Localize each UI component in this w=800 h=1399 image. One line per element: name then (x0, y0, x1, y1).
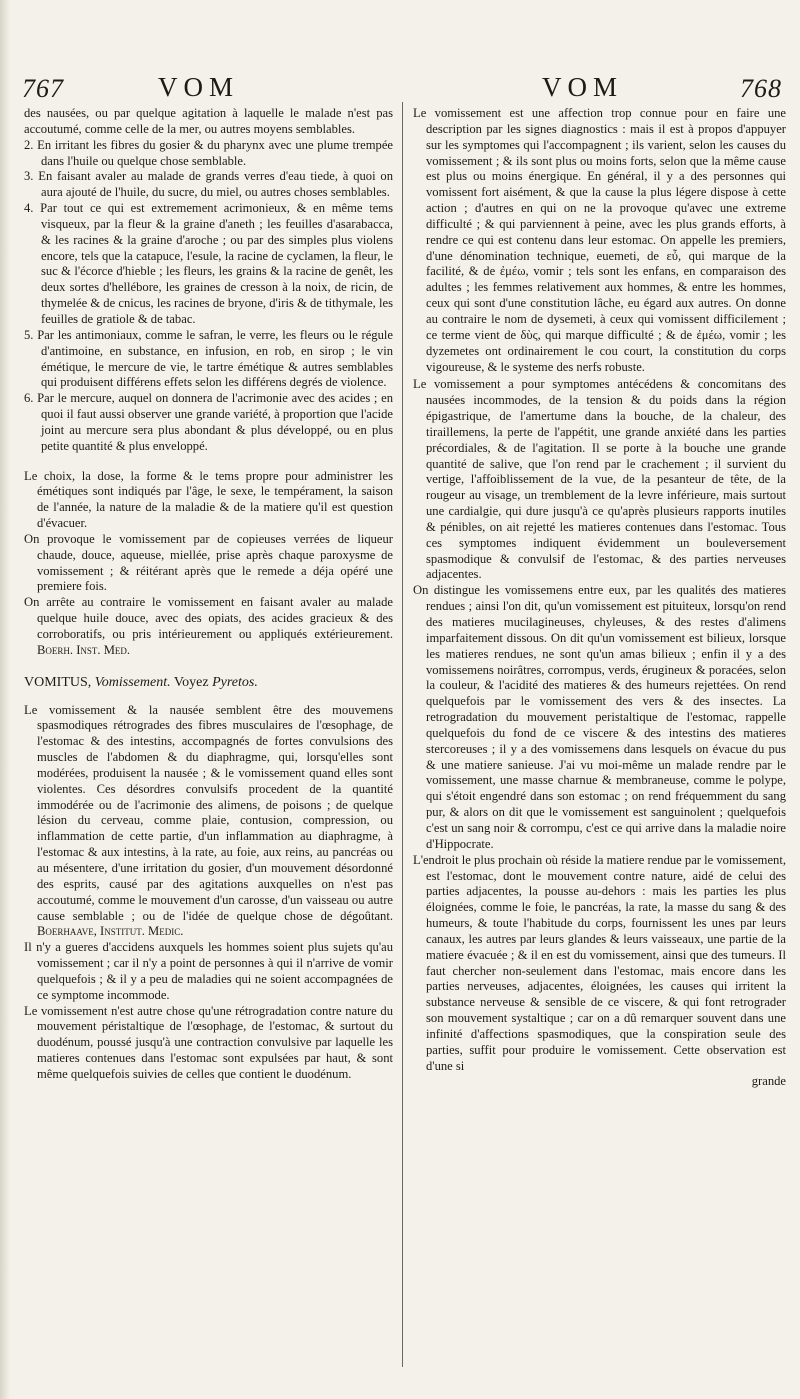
header-word-right: VOM (542, 72, 624, 102)
paragraph-definition-text: Le vomissement & la nausée semblent être des mouvemens spasmodiques rétrogrades des fibres musculaires de l'œsophage, de l'estomac & des intestins, accompagnés de fortes convulsions des muscles de l'abdomen & du diaphragme, qui, lorsqu'elles sont modérées, produisent la nausée ; & le vomissement quand elles sont violentes. Ces désordres convulsifs procedent de la quantité immodérée ou de l'acrimonie des alimens, de poisons ; de quelque lésion du cerveau, comme plaie, contusion, compression, ou inflammation de cette partie, d'un inflammation au diaphragme, à l'estomac & aux intestins, à la rate, au foie, aux reins, au pancréas ou au mésentere, d'une irritation du gosier, d'un mouvement désordonné des esprits, causé par des agitations auxquelles on n'est pas accoutumé, comme le mouvement d'un carosse, d'un vaisseau ou autre cause semblable ; ou de l'idée de quelque chose de dégoûtant. (24, 702, 393, 923)
paragraph-arrete (24, 595, 393, 658)
catchword: grande (751, 1074, 786, 1089)
paragraph-symptoms: Le vomissement a pour symptomes antécédens & concomitans des nausées incommodes, de la tension & du poids dans la région épigastrique, de l'amertume dans la bouche, de la chaleur, des tiraillemens, la perte de l'appétit, une grande anxiété dans les parties précordiales, & de l'agitation. Il se porte à la bouche une grande quantité de salive, que l'on rend par le crachement ; il survient du vertige, l'affoiblissement de la vue, de la pesanteur de tête, de la rougeur au visage, un tremblement de la levre inférieure, mais surtout une cardialgie, qui dure jusqu'à ce qu'après plusieurs rapports inutiles & pénibles, on ait rejetté les matieres contenues dans l'estomac. Tous ces symptomes indiquent évidemment un bouleversement spasmodique & convulsif de l'estomac, & des parties nerveuses adjacentes. (413, 377, 786, 582)
list-item-6: 6. Par le mercure, auquel on donnera de l'acrimonie avec des acides ; en quoi il faut aussi observer une grande variété, à proportion que l'acide joint au mercure sera plus abondant & plus développé, ou en plus petite quantité & plus enveloppé. (24, 391, 393, 453)
list-item-5: 5. Par les antimoniaux, comme le safran, le verre, les fleurs ou le régule d'antimoine, en substance, en infusion, en rob, en sirop ; le vin émétique, le mercure de vie, le tartre émétique & autres semblables qui produisent différens effets selon les différens degrés de violence. (24, 327, 393, 390)
entry-see-label: Voyez (173, 674, 209, 690)
entry-translation: Vomissement. (94, 674, 171, 690)
page-number-left: 767 (22, 74, 64, 103)
citation-boerhaave-inst: Boerh. Inst. Med. (37, 642, 131, 657)
paragraph-seat: L'endroit le plus prochain où réside la matiere rendue par le vomissement, est l'estomac, dont le mouvement contre nature, aidé de celui des parties adjacentes, la pousse au-dehors : mais les parties les plus éloignées, comme le foie, le pancréas, la rate, la masse du sang & des humeurs, & toute l'habitude du corps, fournissent les unes par leurs canaux, les autres par leurs glandes & leurs vaisseaux, une partie de la matiere évacuée ; & il en est du vomissement, ainsi que des tumeurs. Il faut chercher non-seulement dans l'estomac, mais encore dans les parties nerveuses, adjacentes, éloignées, les causes qui irritent la substance nerveuse & sensible de ce viscere, & qui font retrograder son mouvement systaltique ; car on a dû remarquer souvent dans une infinité d'affections spasmodiques, que la conspiration seule des parties, suffit pour produire le vomissement. Cette observation est d'une si (413, 852, 786, 1073)
list-item-3: 3. En faisant avaler au malade de grands verres d'eau tiede, à quoi on aura ajouté de l'huile, du sucre, du miel, ou autres choses semblables. (24, 169, 393, 200)
running-header (22, 70, 782, 104)
column-divider (402, 102, 403, 1367)
paragraph-symptoms-intro: Le vomissement est une affection trop connue pour en faire une description par les signes diagnostics : mais il est à propos d'appuyer sur les symptomes qui l'accompagnent ; ils varient, selon les causes du vomissement ; & ils sont plus ou moins forts, selon que la même cause est plus ou moins énergique. En général, il y a des personnes qui vomissent fort aisément, & que la cause la plus légere dispose à cette action ; d'autres en qui on ne la provoque qu'avec une extreme difficulté ; & qui parviennent à peine, avec les plus grands efforts, à rendre ce qui est contenu dans leur estomac. On appelle les premiers, d'une dénomination technique, euemeti, de εὖ, qui marque de la facilité, & de ἐμέω, vomir ; tels sont les enfans, en comparaison des adultes ; les femmes relativement aux hommes, & entre les hommes, ceux qui sont d'une constitution lâche, eu égard aux autres. On donne au contraire le nom de dysemeti, à ceux qui vomissent difficilement ; ce terme vient de δὺς, qui marque difficulté ; & de ἐμέω, vomir ; les dyzemetes ont ordinairement le cou court, la constitution du corps vigoureuse, & le systeme des nerfs robuste. (413, 106, 786, 374)
paragraph-frequency: Il n'y a gueres d'accidens auxquels les hommes soient plus sujets qu'au vomissement ; car il n'y a point de personnes à qui il n'arrive de vomir quelquefois ; & il y a peu de maladies qui ne soient accompagnées de ce symptome incommode. (24, 940, 393, 1002)
header-word-left: VOM (158, 72, 240, 102)
entry-heading (24, 675, 393, 691)
continued-paragraph: des nausées, ou par quelque agitation à laquelle le malade n'est pas accoutumé, comme celle de la mer, ou autres moyens semblables. (24, 106, 393, 136)
page-edge-shadow (0, 0, 10, 1399)
paragraph-kinds: On distingue les vomissemens entre eux, par les qualités des matieres rendues ; ainsi l'on dit, qu'un vomissement est pituiteux, lorsqu'on rend des matieres mucilagineuses, chyleuses, & des restes d'alimens imparfaitement dissous. On dit qu'un vomissement est bilieux, lorsque les matieres rendues, ne sont qu'un amas bilieux ; enfin il y a des vomissemens noirâtres, corrompus, verds, érugineux & poracées, selon la couleur, & l'acidité des matieres & des humeurs rejettées. On rend quelquefois par le vomissement des vers & des insectes. La retrogradation du mouvement peristaltique de l'estomac, rappelle quelquefois du fond de ce viscere & des intestins des matieres stercoreuses ; il y a des vomissemens dans lesquels on évacue du pus & une matiere sanieuse. J'ai vu moi-même un malade rendre par le vomissement, une masse charnue & membraneuse, comme le polype, qui s'étoit engendré dans son estomac ; on rend fréquemment du sang pur, & alors on dit que le vomissement est sanguinolent ; quelquefois c'est un sang noir & corrompu, c'est ce qui arrive dans la maladie noire d'Hippocrate. (413, 583, 786, 851)
right-column (413, 106, 786, 1090)
list-item-4: 4. Par tout ce qui est extremement acrimonieux, & en même tems visqueux, par la fleur & la graine d'aneth ; les feuilles d'asarabacca, & les racines & la graine d'aroche ; ou par des simples plus violens encore, tels que la catapuce, l'esule, la racine de cyclamen, la fleur, le suc & l'écorce d'hieble ; les fleurs, les grains & la racine de genêt, les deux sortes d'hellébore, les graines de cresson à la noix, de ricin, de thymelée & de cnicus, les racines de bryone, d'iris & de tithymale, les feuilles de gratiole & de tabac. (24, 201, 393, 326)
citation-boerhaave-institut: Boerhaave, Institut. Medic. (37, 924, 184, 939)
left-column (24, 106, 393, 1083)
paragraph-arrete-text: On arrête au contraire le vomissement en faisant avaler au malade quelque huile douce, avec des opiats, des acides gracieux & des corroboratifs, ou pris intérieurement ou appliqués extérieurement. (24, 595, 393, 641)
paragraph-choix: Le choix, la dose, la forme & le tems propre pour administrer les émétiques sont indiqués par l'âge, le sexe, le tempérament, la saison de l'année, la nature de la maladie & de la matiere qu'il est question d'évacuer. (24, 468, 393, 531)
entry-see-target: Pyretos. (212, 674, 258, 690)
list-item-2: 2. En irritant les fibres du gosier & du pharynx avec une plume trempée dans l'huile ou quelque chose semblable. (24, 137, 393, 168)
paragraph-definition (24, 703, 393, 941)
entry-headword: VOMITUS, (24, 674, 92, 690)
paragraph-mechanism: Le vomissement n'est autre chose qu'une rétrogradation contre nature du mouvement péristaltique de l'œsophage, de l'estomac, & surtout du duodénum, poussé jusqu'à une contraction convulsive par laquelle les matieres contenues dans l'estomac sont expulsées par haut, & sont même quelquefois suivies de celles que contient le duodénum. (24, 1003, 393, 1081)
paragraph-provoque: On provoque le vomissement par de copieuses verrées de liqueur chaude, douce, aqueuse, miellée, prise après chaque paroxysme de vomissement ; & réitérant après que le remede a déja opéré une premiere fois. (24, 531, 393, 594)
page-number-right: 768 (740, 74, 782, 103)
